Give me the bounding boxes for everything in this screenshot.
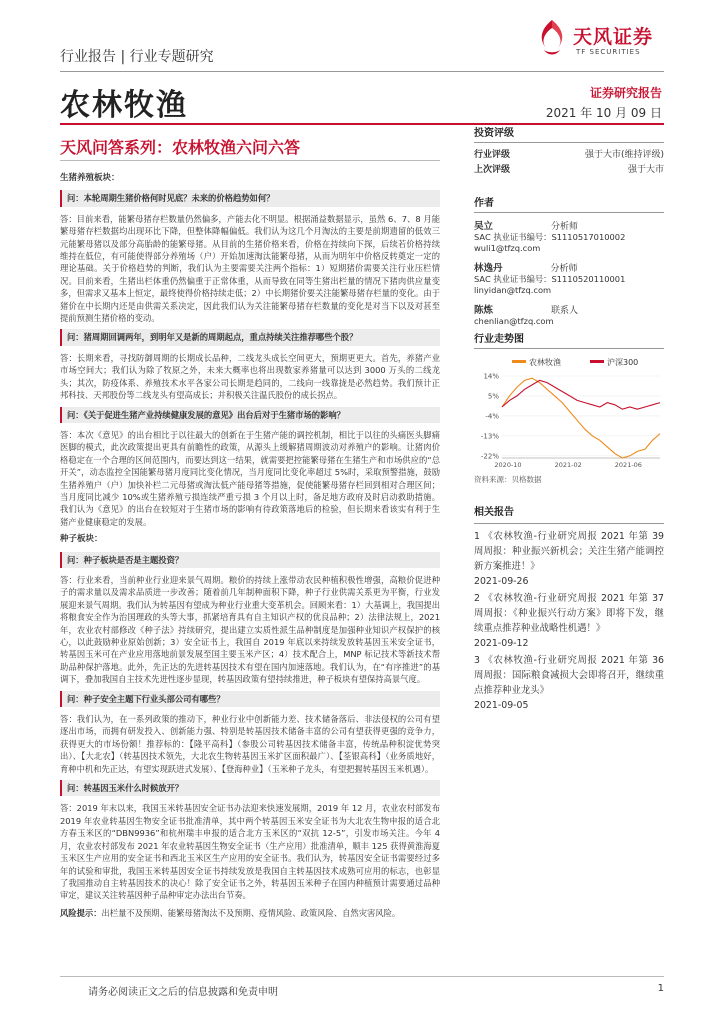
sidebar [474, 124, 664, 327]
legend-label: 农林牧渔 [529, 358, 561, 367]
risk-label: 风险提示： [60, 907, 102, 918]
author-sac: SAC 执业证书编号：S1110520110001 [474, 274, 626, 284]
related-report-date: 2021-09-26 [474, 576, 529, 587]
answer: 答：长期来看，寻找防御周期的长期成长品种，二线龙头成长空间更大，预期更更大。首先，养猪产业市场空间大；我们认为除了牧原之外，未来大概率也将出现数家养猪量可以达到 3000 万头的二线龙头；其次，防疫体系、养殖技术水平各家公司长期是趋同的，二线向一线靠拢是必然趋势。我们预计正邦科技、天邦股份等二线龙头有望高成长；并积极关注温氏股份的成长拐点。 [60, 352, 440, 401]
author-entry [474, 218, 664, 254]
company-logo-icon [534, 18, 570, 58]
page-number: 1 [657, 983, 664, 994]
related-report-title[interactable]: 1 《农林牧渔-行业研究周报 2021 年第 39 周周报：种业振兴新机会；关注生猪产能调控新方案推进！》 [474, 531, 664, 572]
author-entry [474, 260, 664, 296]
rating-value: 强于大市 [627, 165, 664, 175]
question: 问：转基因玉米什么时候放开？ [60, 780, 440, 796]
answer: 答：本次《意见》的出台相比于以往最大的创新在于生猪产能的调控机制，相比于以往的头痛医头脚痛医脚的模式，此次政策提出更具有前瞻性的政策，从源头上缓解猪周期波动对养殖户的影响。让猪肉价格稳定在一个合理的区间范围内，而要达到这一结果，就需要把控能繁母猪在生猪生产和市场供应的“总开关”，动态监控全国能繁母猪月度同比变化情况，当月度同比变化率超过 5%时，采取预警措施，鼓励生猪养殖户（户）加快补栏二元母猪或淘汰低产能母猪等措施，促使能繁母猪存栏回到相对合理区间；当月度同比减少 10%或生猪养殖亏损连续严重亏损 3 个月以上时，备足地方政府及时启动救助措施。我们认为《意见》的出台在较短对于生猪市场的影响有待政策落地后的检验，但长期来看该实有利于生猪产业健康稳定的发展。 [60, 429, 440, 527]
answer: 答：目前来看，能繁母猪存栏数量仍然偏多，产能去化不明显。根据涌益数据显示，虽然 6、7、8 月能繁母猪存栏数据均出现环比下降，但整体降幅偏低。我们认为这几个月淘汰的主要是前期遗留的低效三元能繁母猪以及部分高胎龄的能繁母猪。从目前的生猪价格来看，价格在持续向下探，后续若价格持续维持在低位，有可能使得部分养殖场（户）开始加速淘汰能繁母猪，从而为明年中价格反转奠定一定的理论基础。关于价格趋势的判断，我们认为主要需要关注两个指标：1）短期猪价需要关注行业压栏情况。目前来看，生猪出栏体重仍然偏重于正常体重，从而导致在同等生猪出栏量的情况下猪肉供应量变多，但需求又基本上恒定，最终使得价格持续走低；2）中长期猪价要关注能繁母猪存栏量的变化。由于猪价在中长期内还是由供需关系决定，因此我们认为关注能繁母猪存栏数量的变化是对当下以及对甚至提前预测生猪价格的变动。 [60, 213, 440, 324]
y-tick-label: -13% [480, 432, 499, 441]
author-sac: SAC 执业证书编号：S1110517010002 [474, 232, 626, 242]
rating-row [474, 163, 664, 178]
x-tick-label: 2021-06 [614, 461, 642, 469]
answer: 答：我们认为，在一系列政策的推动下，种业行业中创新能力差、技术储备落后、非法侵权的公司有望逐出市场，而拥有研发投入、创新能力强、特别是转基因技术储备丰富的公司有望获得更强的竞争力，获得更大的市场份额！推荐标的：【隆平高科】（参股公司转基因技术储备丰富，传统品种积淀优势突出）、【大北农】（转基因技术领先，大北农生物转基因玉米扩区面积最广）、【荃银高科】（业务质地好，育种中机和先正达，有望实现跃进式发展）、【登海种业】（玉米种子龙头，有望把握转基因玉米机遇）。 [60, 714, 440, 774]
footer-divider [60, 976, 664, 977]
answer: 答：2019 年末以来，我国玉米转基因安全证书办法迎来快速发展期，2019 年 12 月，农业农村部发布 2019 年农业转基因生物安全证书批准清单，其中两个转基因玉米安全证书为大北农生物申报的适合北方春玉米区的“DBN9936”和杭州瑞丰申报的适合北方玉米区的“双抗 12-5”，引发市场关注。今年 4 月，农业农村部发布 2021 年农业转基因生物安全证书（生产应用）批准清单，顺丰 125 获得黄淮海夏玉米区生产应用的安全证书和西北玉米区生产应用的安全证书。我们认为，转基因安全证书需要经过多年的试验和审批，我国玉米转基因安全证书持续发放是我国自主转基因技术成熟可应用的标志，也彰显了我国推动自主转基因技术的决心！除了安全证书之外，转基因玉米种子在国内种植预计需要通过品种审定，建议关注转基因种子品种审定办法出台节奏。 [60, 803, 440, 901]
rating-heading: 投资评级 [474, 124, 664, 143]
series-line-csi300 [502, 380, 660, 409]
y-tick-label: 14% [483, 372, 499, 381]
report-title: 天风问答系列：农林牧渔六问六答 [60, 138, 301, 157]
related-report-link[interactable] [474, 591, 664, 651]
section-label-pig: 生猪养殖板块： [60, 173, 120, 183]
x-tick-label: 2020-10 [494, 461, 522, 469]
series-line-agri [502, 378, 660, 458]
y-tick-label: 5% [487, 392, 499, 401]
research-label: 证券研究报告 [589, 86, 662, 100]
author-email[interactable]: linyidan@tfzq.com [474, 285, 552, 295]
report-type: 行业报告 | 行业专题研究 [60, 49, 214, 65]
report-date: 2021 年 10 月 09 日 [545, 106, 662, 120]
logo-subtext: TF SECURITIES [576, 48, 641, 56]
question: 问：种子板块是否是主题投资？ [60, 552, 440, 568]
rating-label: 行业评级 [474, 150, 511, 160]
trend-chart [474, 330, 664, 484]
question: 问：本轮周期生猪价格何时见底？未来的价格趋势如何？ [60, 190, 440, 206]
answer: 答：行业来看，当前种业行业迎来景气周期。粮价的持续上涨带动农民种植积极性增强，高粮价促进种子的需求量以及需求品质进一步改善；随着前几年制种面积下降，种子行业供需关系更为平衡，行业发展迎来景气周期。我们认为转基因有望成为种业行业重大变革机会。回顾来看：1）大基调上，我国提出将粮食安全作为治国理政的头等大事，抓紧培育具有自主知识产权的优良品种；2）法律法规上，2021 年，农业农村部修改《种子法》持续研究，提出建立实质性派生品种制度是加强种业知识产权保护的核心，以此鼓励种业原始创新；3）安全证书上，我国自 2019 年底以来持续发放转基因玉米安全证书，转基因玉米可在产业应用落地前景发展至国主要玉米产区；4）技术配合上，MNP 标记技术等新技术帮助品种保护落地。此外，先正达的先进转基因技术有望在国内加速落地。我们认为，在“有序推进”的基调下，叠加我国自主技术先进性逐步显现，转基因政策有望持续推进，种子板块有望保持高景气度。 [60, 574, 440, 685]
section-label-seed: 种子板块： [60, 534, 103, 545]
question: 问：猪周期回调两年，到明年又是新的周期起点，重点持续关注推荐哪些个股？ [60, 329, 440, 345]
author-name: 吴立 [474, 221, 494, 232]
related-heading: 相关报告 [474, 505, 664, 524]
question: 问：种子安全主题下行业头部公司有哪些？ [60, 691, 440, 707]
rating-value: 强于大市(维持评级) [584, 150, 664, 160]
author-title: 分析师 [550, 264, 578, 274]
legend-swatch [512, 360, 526, 363]
logo-text: 天风证券 [573, 26, 654, 48]
chart-source: 资料来源：贝格数据 [474, 475, 542, 484]
related-reports [474, 505, 664, 715]
y-tick-label: -4% [485, 412, 499, 421]
authors-heading: 作者 [474, 194, 664, 213]
related-report-title[interactable]: 3 《农林牧渔-行业研究周报 2021 年第 36 周周报：国际粮食减损大会即将召开，继续重点推荐种业龙头》 [474, 655, 664, 696]
legend-swatch [590, 360, 604, 363]
author-name: 陈炼 [474, 305, 494, 316]
risk-text: 出栏量不及预期、能繁母猪淘汰不及预期、疫情风险、政策风险、自然灾害风险。 [101, 907, 401, 918]
related-report-date: 2021-09-05 [474, 700, 529, 711]
related-report-title[interactable]: 2 《农林牧渔-行业研究周报 2021 年第 37 周周报：《种业振兴行动方案》即将下发，继续重点推荐种业战略性机遇！》 [474, 593, 664, 634]
related-report-link[interactable] [474, 653, 664, 713]
sector-title: 农林牧渔 [60, 88, 188, 123]
chart-heading: 行业走势图 [474, 330, 664, 349]
author-title: 联系人 [551, 306, 579, 316]
question: 问：《关于促进生猪产业持续健康发展的意见》出台后对于生猪市场的影响？ [60, 407, 440, 423]
author-title: 分析师 [551, 222, 579, 232]
header-divider [60, 71, 664, 72]
trend-chart-plot [474, 354, 664, 470]
x-tick-label: 2021-02 [554, 461, 582, 469]
main-body [60, 172, 440, 924]
footer-disclaimer: 请务必阅读正文之后的信息披露和免责申明 [88, 987, 278, 998]
legend-label: 沪深300 [607, 358, 639, 367]
author-email[interactable]: chenlian@tfzq.com [474, 316, 554, 326]
rating-row [474, 148, 664, 163]
risk-note [60, 907, 440, 919]
y-tick-label: -22% [480, 452, 499, 461]
related-report-date: 2021-09-12 [474, 638, 529, 649]
title-underline [60, 160, 440, 161]
author-entry [474, 302, 664, 327]
author-email[interactable]: wuli1@tfzq.com [474, 243, 541, 253]
related-report-link[interactable] [474, 529, 664, 589]
author-name: 林逸丹 [474, 263, 503, 274]
rating-label: 上次评级 [474, 165, 511, 175]
